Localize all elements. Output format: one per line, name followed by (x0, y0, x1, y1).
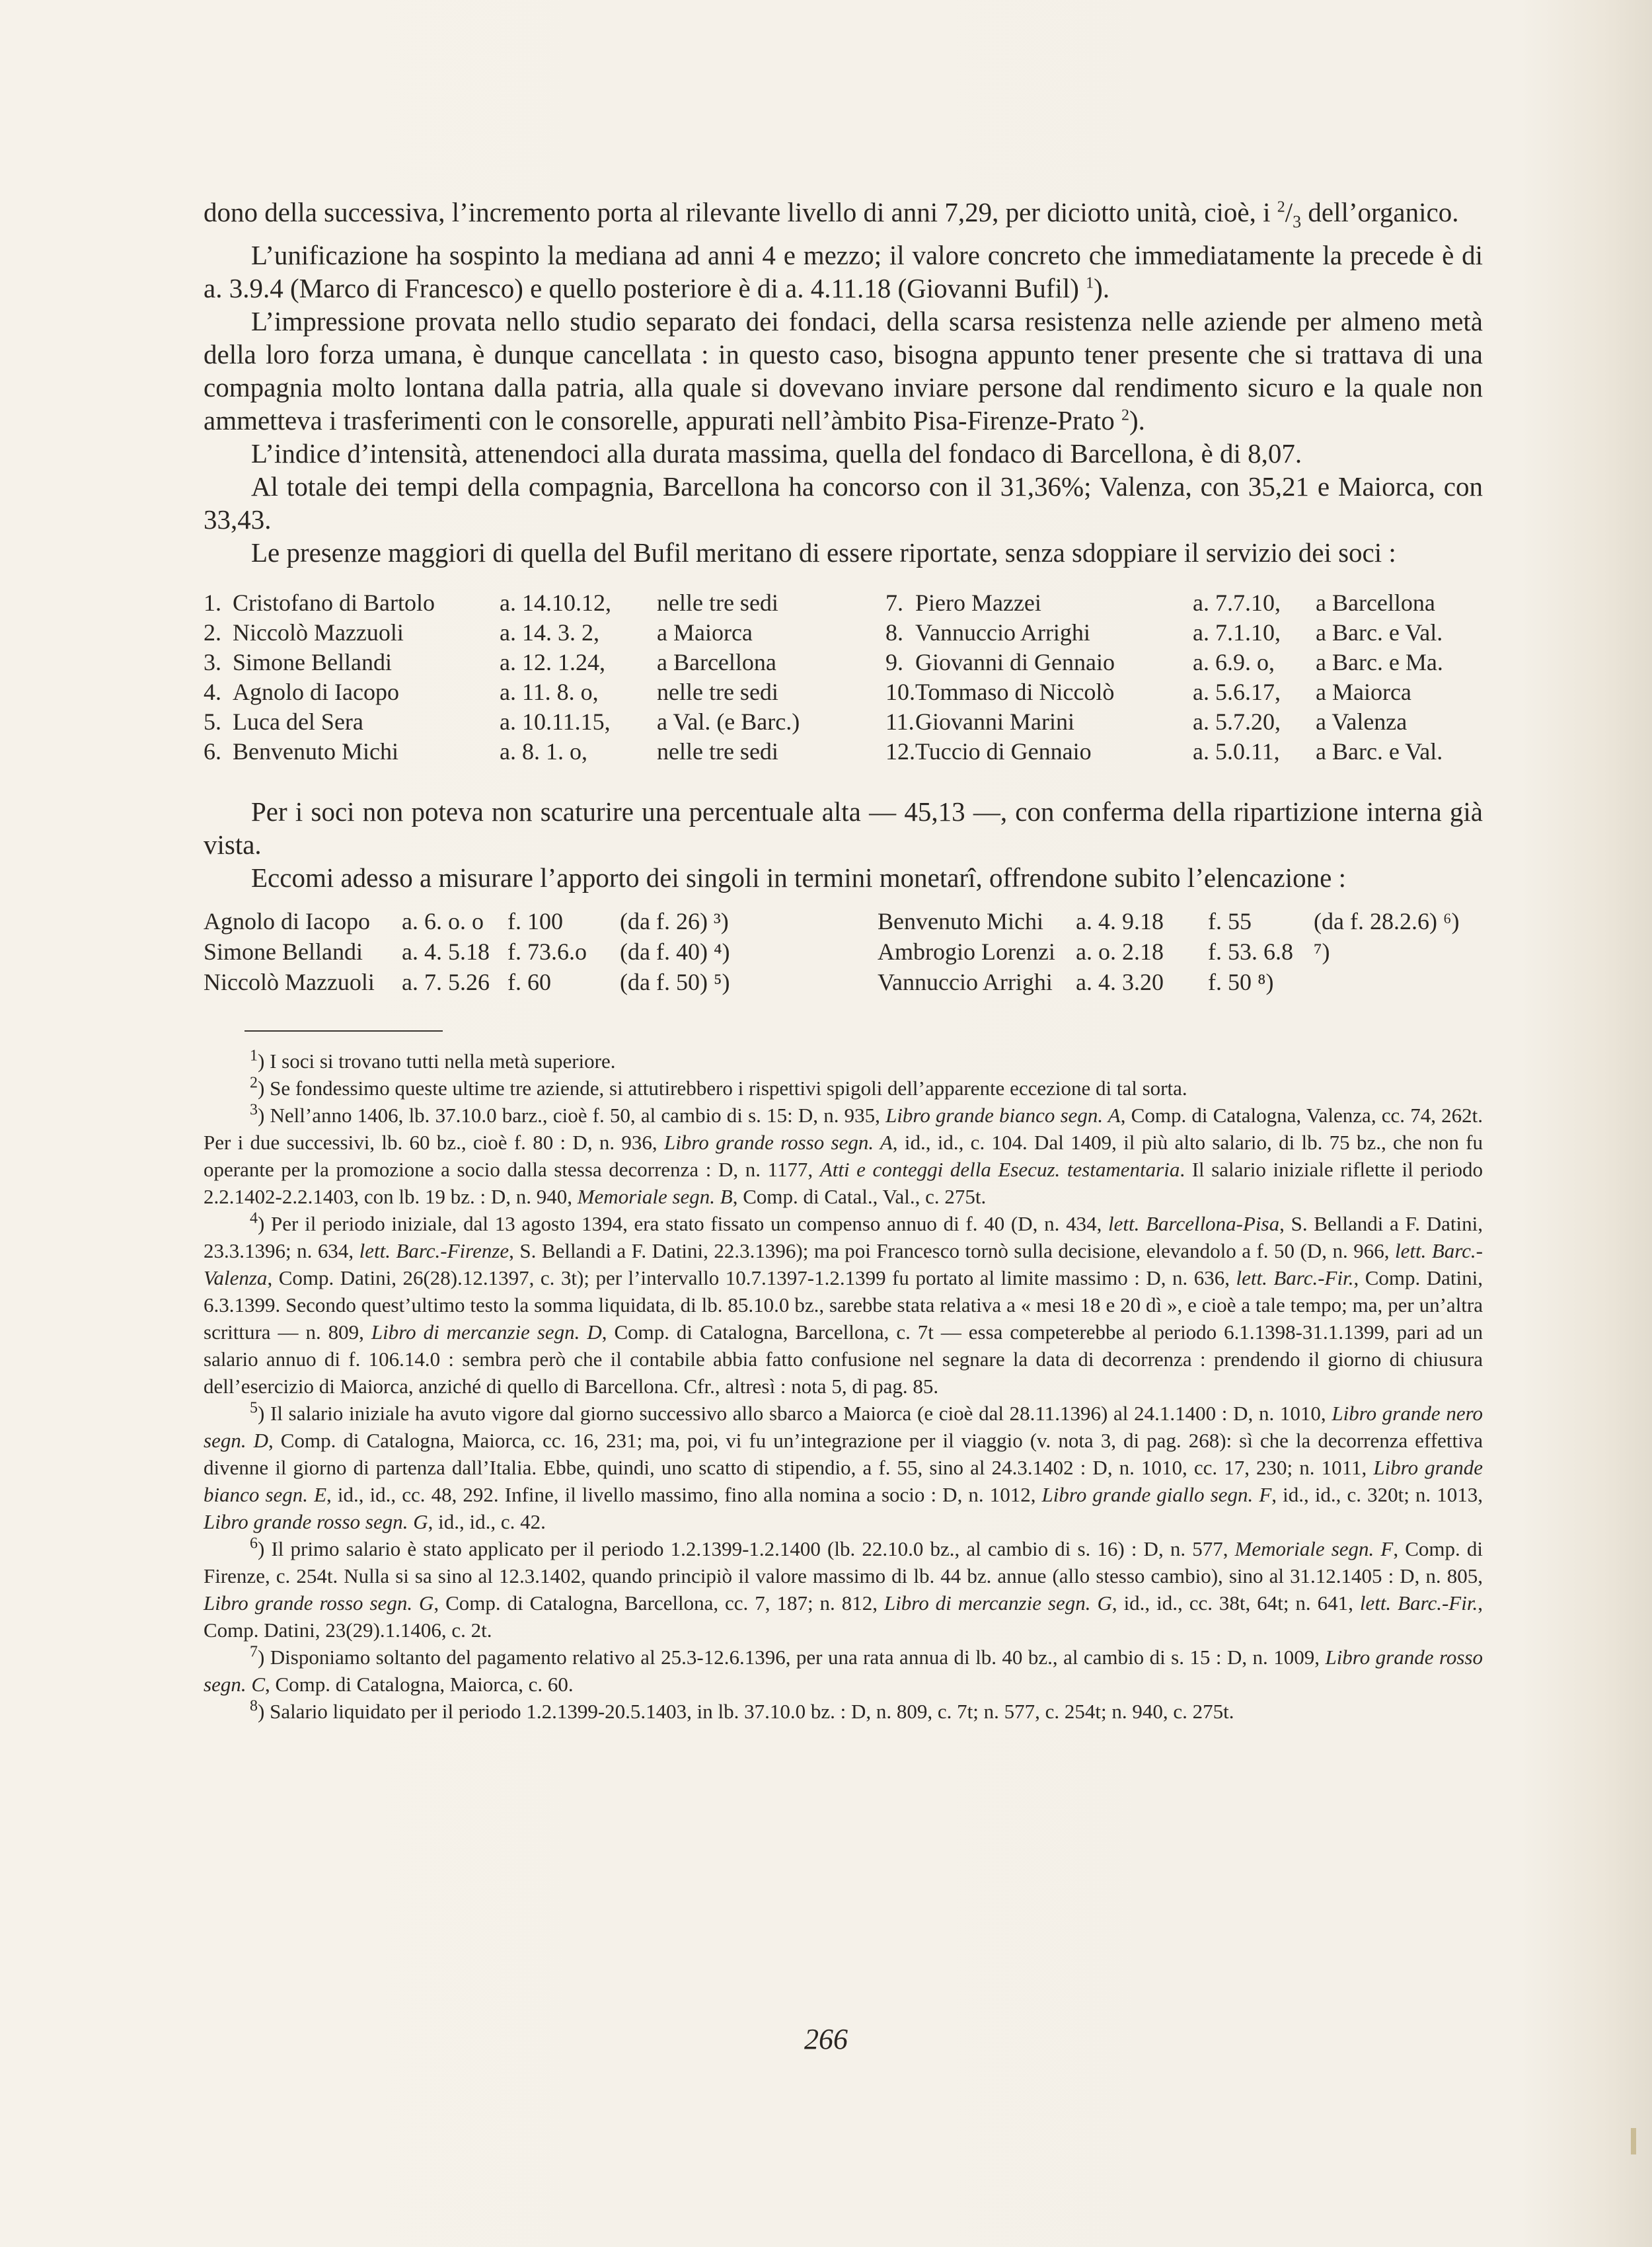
roster-right-name: Giovanni Marini (915, 708, 1074, 736)
footnote-rule (244, 1030, 443, 1032)
salary-right-ref: ⁷) (1314, 938, 1330, 966)
roster-left-place: a Maiorca (657, 619, 753, 646)
salaries-table (204, 907, 1483, 999)
roster-row (204, 708, 1483, 738)
salary-left-ref: (da f. 40) ⁴) (620, 938, 730, 966)
roster-right-place: a Maiorca (1316, 679, 1411, 706)
roster-row (204, 648, 1483, 678)
roster-right-dur: a. 5.7.20, (1193, 708, 1281, 736)
roster-left-dur: a. 14. 3. 2, (500, 619, 599, 646)
roster-left-dur: a. 14.10.12, (500, 590, 611, 617)
paragraph-p3: L’impressione provata nello studio separato dei fondaci, della scarsa resistenza nelle aziende per almeno metà della loro forza umana, è dunque cancellata : in questo caso, bisogna appunto tener presente che si trattava di una compagnia molto lontana dalla patria, alla quale si dovevano inviare persone dal rendimento sicuro e la quale non ammetteva i trasferimenti con le consorelle, appurati nell’àmbito Pisa-Firenze-Prato $^2$). (204, 306, 1483, 436)
salary-right-amount: f. 55 (1208, 908, 1252, 935)
salary-row (204, 968, 1483, 999)
roster-right-place: a Barcellona (1316, 590, 1435, 617)
footnote-fn7: $^7$) Disponiamo soltanto del pagamento relativo al 25.3-12.6.1396, per una rata annua di lb. 40 bz., al cambio di s. 15 : D, n. 1009, Libro grande rosso segn. C, Comp. di Catalogna, Maiorca, c. 60. (204, 1643, 1483, 1696)
salary-left-name: Niccolò Mazzuoli (204, 969, 375, 996)
roster-left-place: nelle tre sedi (657, 590, 778, 617)
roster-right-place: a Barc. e Val. (1316, 738, 1443, 765)
roster-spacer (842, 708, 885, 738)
roster-row (204, 619, 1483, 648)
footnote-fn5: $^5$) Il salario iniziale ha avuto vigore dal giorno successivo allo sbarco a Maiorca (e cioè dal 28.11.1396) al 24.1.1400 : D, n. 1010, Libro grande nero segn. D, Comp. di Catalogna, Maiorca, cc. 16, 231; ma, poi, vi fu un’integrazione per il viaggio (v. nota 3, di pag. 268): sì che la decorrenza effettiva divenne il giorno di partenza dall’Italia. Ebbe, quindi, uno scatto di stipendio, a f. 55, sino al 24.3.1402 : D, n. 1010, cc. 17, 230; n. 1011, Libro grande bianco segn. E, id., id., cc. 48, 292. Infine, il livello massimo, fino alla nomina a socio : D, n. 1012, Libro grande giallo segn. F, id., id., c. 320t; n. 1013, Libro grande rosso segn. G, id., id., c. 42. (204, 1399, 1483, 1534)
footnote-fn1: $^1$) I soci si trovano tutti nella metà superiore. (250, 1047, 616, 1073)
roster-spacer (842, 589, 885, 619)
roster-right-n: 8. (885, 619, 903, 646)
roster-right-place: a Barc. e Ma. (1316, 649, 1443, 676)
roster-spacer (842, 738, 885, 767)
roster-left-n: 2. (204, 619, 221, 646)
roster-left-name: Agnolo di Iacopo (233, 679, 399, 706)
content (204, 196, 1483, 1725)
roster-left-name: Benvenuto Michi (233, 738, 398, 765)
roster-right-dur: a. 6.9. o, (1193, 649, 1275, 676)
paragraph-p7: Per i soci non poteva non scaturire una percentuale alta — 45,13 —, con conferma della ripartizione interna già vista. (204, 796, 1483, 860)
salary-right-dur: a. 4. 9.18 (1076, 908, 1164, 935)
salary-left-ref: (da f. 26) ³) (620, 908, 729, 935)
roster-left-place: nelle tre sedi (657, 738, 778, 765)
salary-left-dur: a. 6. o. o (402, 908, 484, 935)
roster-left-n: 4. (204, 679, 221, 706)
paragraph-p6: Le presenze maggiori di quella del Bufil meritano di essere riportate, senza sdoppiare il servizio dei soci : (251, 537, 1396, 568)
paragraph-p1: dono della successiva, l’incremento porta al rilevante livello di anni 7,29, per diciotto unità, cioè, i $^2/_3$ dell’organico. (204, 197, 1459, 232)
salary-left-dur: a. 7. 5.26 (402, 969, 490, 996)
roster-right-name: Tommaso di Niccolò (915, 679, 1115, 706)
footnote-fn2: $^2$) Se fondessimo queste ultime tre aziende, si attutirebbero i rispettivi spigoli dell’apparente eccezione di tal sorta. (250, 1074, 1187, 1100)
roster-right-n: 9. (885, 649, 903, 676)
roster-right-name: Piero Mazzei (915, 590, 1041, 617)
roster-left-n: 3. (204, 649, 221, 676)
salary-row (204, 907, 1483, 938)
body-text (204, 196, 1483, 569)
salary-right-dur: a. 4. 3.20 (1076, 969, 1164, 996)
roster-left-dur: a. 8. 1. o, (500, 738, 587, 765)
roster-left-place: a Val. (e Barc.) (657, 708, 800, 736)
paragraph-p8: Eccomi adesso a misurare l’apporto dei singoli in termini monetarî, offrendone subito l’elencazione : (251, 862, 1346, 894)
roster-right-dur: a. 5.0.11, (1193, 738, 1280, 765)
salary-right-name: Benvenuto Michi (878, 908, 1043, 935)
page-edge-tab (1631, 2128, 1636, 2154)
paragraph-p4: L’indice d’intensità, attenendoci alla durata massima, quella del fondaco di Barcellona, è di 8,07. (251, 438, 1302, 469)
roster-left-place: a Barcellona (657, 649, 776, 676)
salary-left-amount: f. 100 (507, 908, 563, 935)
roster-left-name: Simone Bellandi (233, 649, 392, 676)
paragraph-p2: L’unificazione ha sospinto la mediana ad anni 4 e mezzo; il valore concreto che immediatamente la precede è di a. 3.9.4 (Marco di Francesco) e quello posteriore è di a. 4.11.18 (Giovanni Bufil) $^1$). (204, 240, 1483, 304)
roster-left-n: 1. (204, 590, 221, 617)
footnote-fn8: $^8$) Salario liquidato per il periodo 1.2.1399-20.5.1403, in lb. 37.10.0 bz. : D, n. 809, c. 7t; n. 577, c. 254t; n. 940, c. 275t. (250, 1697, 1234, 1724)
salary-right-ref: (da f. 28.2.6) ⁶) (1314, 908, 1460, 935)
salary-right-dur: a. o. 2.18 (1076, 938, 1164, 966)
salary-left-amount: f. 60 (507, 969, 551, 996)
salary-right-name: Vannuccio Arrighi (878, 969, 1053, 996)
salary-left-amount: f. 73.6.o (507, 938, 587, 966)
roster-left-dur: a. 11. 8. o, (500, 679, 599, 706)
partners-roster-table (204, 589, 1483, 767)
roster-right-name: Vannuccio Arrighi (915, 619, 1090, 646)
roster-right-n: 7. (885, 590, 903, 617)
body-text-continued (204, 795, 1483, 894)
roster-right-n: 11. (885, 708, 915, 736)
salary-row (204, 938, 1483, 968)
roster-right-name: Tuccio di Gennaio (915, 738, 1092, 765)
roster-left-n: 5. (204, 708, 221, 736)
roster-right-dur: a. 5.6.17, (1193, 679, 1281, 706)
roster-left-name: Niccolò Mazzuoli (233, 619, 404, 646)
footnotes (204, 1047, 1483, 1725)
roster-right-place: a Valenza (1316, 708, 1408, 736)
roster-right-n: 10. (885, 679, 915, 706)
footnote-fn3: $^3$) Nell’anno 1406, lb. 37.10.0 barz., cioè f. 50, al cambio di s. 15: D, n. 935, Libro grande bianco segn. A, Comp. di Catalogna, Valenza, cc. 74, 262t. Per i due successivi, lb. 60 bz., cioè f. 80 : D, n. 936, Libro grande rosso segn. A, id., id., c. 104. Dal 1409, il più alto salario, di lb. 75 bz., che non fu operante per la promozione a socio dalla stessa decorrenza : D, n. 1177, Atti e conteggi della Esecuz. testamentaria. Il salario iniziale riflette il periodo 2.2.1402-2.2.1403, con lb. 19 bz. : D, n. 940, Memoriale segn. B, Comp. di Catal., Val., c. 275t. (204, 1101, 1483, 1209)
footnote-fn6: $^6$) Il primo salario è stato applicato per il periodo 1.2.1399-1.2.1400 (lb. 22.10.0 bz., al cambio di s. 16) : D, n. 577, Memoriale segn. F, Comp. di Firenze, c. 254t. Nulla si sa sino al 12.3.1402, quando principiò il valore massimo di lb. 44 bz. annue (allo stesso cambio), sino al 31.12.1405 : D, n. 805, Libro grande rosso segn. G, Comp. di Catalogna, Barcellona, cc. 7, 187; n. 812, Libro di mercanzie segn. G, id., id., cc. 38t, 64t; n. 641, lett. Barc.-Fir., Comp. Datini, 23(29).1.1406, c. 2t. (204, 1535, 1483, 1642)
roster-right-n: 12. (885, 738, 915, 765)
page-number: 266 (804, 2023, 848, 2055)
paragraph-p5: Al totale dei tempi della compagnia, Barcellona ha concorso con il 31,36%; Valenza, con 35,21 e Maiorca, con 33,43. (204, 471, 1483, 535)
salary-left-name: Agnolo di Iacopo (204, 908, 370, 935)
roster-spacer (842, 678, 885, 708)
roster-row (204, 589, 1483, 619)
roster-right-dur: a. 7.7.10, (1193, 590, 1281, 617)
salary-right-name: Ambrogio Lorenzi (878, 938, 1055, 966)
salary-right-ref (1314, 968, 1483, 999)
roster-right-name: Giovanni di Gennaio (915, 649, 1115, 676)
salary-left-name: Simone Bellandi (204, 938, 363, 966)
roster-spacer (842, 619, 885, 648)
roster-spacer (842, 648, 885, 678)
roster-left-dur: a. 10.11.15, (500, 708, 611, 736)
salary-left-ref: (da f. 50) ⁵) (620, 969, 730, 996)
roster-row (204, 678, 1483, 708)
roster-right-dur: a. 7.1.10, (1193, 619, 1281, 646)
salary-left-dur: a. 4. 5.18 (402, 938, 490, 966)
roster-left-dur: a. 12. 1.24, (500, 649, 605, 676)
roster-row (204, 738, 1483, 767)
roster-right-place: a Barc. e Val. (1316, 619, 1443, 646)
footnote-fn4: $^4$) Per il periodo iniziale, dal 13 agosto 1394, era stato fissato un compenso annuo di f. 40 (D, n. 434, lett. Barcellona-Pisa, S. Bellandi a F. Datini, 23.3.1396; n. 634, lett. Barc.-Firenze, S. Bellandi a F. Datini, 22.3.1396); ma poi Francesco tornò sulla decisione, elevandolo a f. 50 (D, n. 966, lett. Barc.-Valenza, Comp. Datini, 26(28).12.1397, c. 3t); per l’intervallo 10.7.1397-1.2.1399 fu portato al limite massimo : D, n. 636, lett. Barc.-Fir., Comp. Datini, 6.3.1399. Secondo quest’ultimo testo la somma liquidata, di lb. 85.10.0 bz., sarebbe stata relativa a « mesi 18 e 20 dì », e cioè a tale tempo; ma, per un’altra scrittura — n. 809, Libro di mercanzie segn. D, Comp. di Catalogna, Barcellona, c. 7t — essa competerebbe al periodo 6.1.1398-31.1.1399, pari ad un salario annuo di f. 106.14.0 : sembra però che il contabile abbia fatto confusione nel segnare la data di decorrenza : prendendo il giorno di chiusura dell’esercizio di Maiorca, anziché di quello di Barcellona. Cfr., altresì : nota 5, di pag. 85. (204, 1209, 1483, 1398)
roster-left-place: nelle tre sedi (657, 679, 778, 706)
salary-right-amount: f. 53. 6.8 (1208, 938, 1293, 966)
roster-left-n: 6. (204, 738, 221, 765)
roster-left-name: Cristofano di Bartolo (233, 590, 435, 617)
roster-left-name: Luca del Sera (233, 708, 363, 736)
salary-right-amount: f. 50 ⁸) (1208, 969, 1274, 996)
